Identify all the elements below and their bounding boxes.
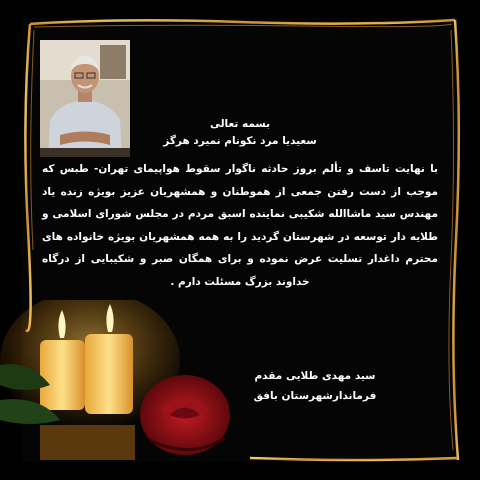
subheading: سعیدیا مرد نکونام نمیرد هرگز xyxy=(163,135,317,147)
message-text xyxy=(40,116,440,293)
signer-name: سید مهدی طلایی مقدم xyxy=(254,370,376,382)
candles-and-rose-image xyxy=(0,300,250,480)
signer-title: فرماندارشهرستان بافق xyxy=(253,390,377,402)
signature-block xyxy=(230,366,400,406)
heading: بسمه تعالی xyxy=(209,118,271,130)
condolence-message: با نهایت تاسف و تألم بروز حادثه ناگوار سقوط هواپیمای تهران- طبس که موجب از دست رفتن جمعی از هموطنان و همشهریان عزیز بویژه زنده یاد مهندس سید ماشاالله شکیبی نماینده اسبق مردم در مجلس شورای اسلامی و طلایه دار توسعه در شهرستان گردید را به همه همشهریان بویژه خانواده های محترم داغدار تسلیت عرض نموده و برای همگان صبر و شکیبایی از درگاه خداوند بزرگ مسئلت دارم . xyxy=(42,163,438,288)
